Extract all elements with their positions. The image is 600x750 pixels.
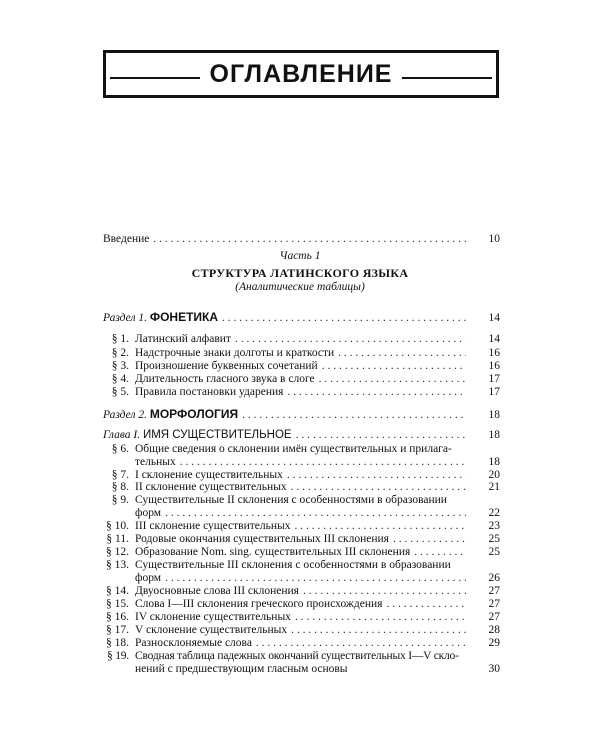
- toc-label: Латинский алфавит: [135, 333, 231, 345]
- paragraph-number: § 15.: [106, 598, 129, 610]
- toc-entry-glava-1: [103, 429, 500, 442]
- page-number: 18: [488, 409, 500, 421]
- leader-dots: [414, 546, 466, 559]
- paragraph-number: § 16.: [106, 611, 129, 623]
- paragraph-number: § 14.: [106, 585, 129, 597]
- page-number: 14: [488, 333, 500, 345]
- leader-dots: [291, 481, 466, 494]
- toc-label-cont: форм: [135, 572, 162, 584]
- page-number: 27: [488, 585, 500, 597]
- leader-dots: [291, 624, 466, 637]
- toc-label: I склонение существительных: [135, 469, 283, 481]
- page-number: 25: [488, 546, 500, 558]
- paragraph-number: § 4.: [111, 373, 129, 385]
- toc-entry-para-10: [103, 520, 500, 533]
- leader-dots: [235, 333, 466, 346]
- leader-dots: [165, 507, 466, 520]
- page-number: 29: [488, 637, 500, 649]
- page-title: ОГЛАВЛЕНИЕ: [209, 59, 393, 88]
- toc-label: Правила постановки ударения: [135, 386, 284, 398]
- section-name: МОРФОЛОГИЯ: [149, 407, 239, 421]
- toc-entry-razdel-2: [103, 408, 500, 422]
- leader-dots: [256, 637, 466, 650]
- chapter-prefix: Глава I.: [103, 429, 141, 441]
- leader-dots: [165, 572, 466, 585]
- toc-entry-para-13: [135, 572, 500, 585]
- toc-label: Существительные III склонения с особенностями в образовании: [135, 559, 451, 571]
- page-number: 10: [488, 233, 500, 245]
- toc-entry-para-12: [103, 546, 500, 559]
- page-number: 21: [488, 481, 500, 493]
- leader-dots: [386, 598, 466, 611]
- toc-entry-intro: [103, 233, 500, 246]
- leader-dots: [222, 312, 466, 325]
- paragraph-number: § 7.: [111, 469, 129, 481]
- toc-entry-para-5: [103, 386, 500, 399]
- toc-entry-para-14: [103, 585, 500, 598]
- toc-label: Длительность гласного звука в слоге: [135, 373, 315, 385]
- toc-label-cont: тельных: [135, 456, 176, 468]
- toc-label: III склонение существительных: [135, 520, 291, 532]
- paragraph-number: § 5.: [111, 386, 129, 398]
- paragraph-number: § 11.: [106, 533, 129, 545]
- chapter-name: ИМЯ СУЩЕСТВИТЕЛЬНОЕ: [142, 429, 292, 441]
- paragraph-number: § 13.: [106, 559, 129, 571]
- toc-label-cont: форм: [135, 507, 162, 519]
- paragraph-number: § 3.: [111, 360, 129, 372]
- toc-entry-para-19: [135, 663, 500, 676]
- toc-label: II склонение существительных: [135, 481, 287, 493]
- page-number: 16: [488, 347, 500, 359]
- page-number: 14: [488, 312, 500, 324]
- toc-entry-razdel-1: [103, 311, 500, 325]
- toc-label: Существительные II склонения с особенностями в образовании: [135, 494, 447, 506]
- part-label: Часть 1: [279, 250, 321, 262]
- paragraph-number: § 10.: [106, 520, 129, 532]
- toc-entry-para-13-line1: [103, 559, 451, 572]
- paragraph-number: § 6.: [111, 443, 129, 455]
- toc-label: Введение: [103, 233, 150, 245]
- title-rule-left: [110, 77, 200, 79]
- title-rule-right: [402, 77, 492, 79]
- toc-entry-para-2: [103, 347, 500, 360]
- toc-label: Надстрочные знаки долготы и краткости: [135, 347, 335, 359]
- leader-dots: [295, 611, 466, 624]
- toc-entry-para-9: [135, 507, 500, 520]
- leader-dots: [322, 360, 466, 373]
- toc-label-cont: нений с предшествующим гласным основы: [135, 663, 348, 675]
- toc-entry-para-19-line1: [103, 650, 459, 663]
- leader-dots: [287, 386, 466, 399]
- toc-entry-para-6-line1: [103, 443, 452, 456]
- leader-dots: [319, 373, 466, 386]
- toc-entry-para-15: [103, 598, 500, 611]
- toc-label: Общие сведения о склонении имён существительных и прилага-: [135, 443, 452, 455]
- page-number: 17: [488, 386, 500, 398]
- toc-label: Образование Nom. sing. существительных III склонения: [135, 546, 411, 558]
- page-number: 28: [488, 624, 500, 636]
- paragraph-number: § 2.: [111, 347, 129, 359]
- toc-entry-para-9-line1: [103, 494, 447, 507]
- leader-dots: [242, 409, 466, 422]
- page-number: 18: [488, 429, 500, 441]
- toc-entry-para-3: [103, 360, 500, 373]
- toc-label: IV склонение существительных: [135, 611, 291, 623]
- leader-dots: [153, 233, 466, 246]
- section-prefix: Раздел 1.: [103, 312, 147, 324]
- paragraph-number: § 8.: [111, 481, 129, 493]
- leader-dots: [295, 520, 467, 533]
- toc-label: V склонение существительных: [135, 624, 288, 636]
- paragraph-number: § 18.: [106, 637, 129, 649]
- section-name: ФОНЕТИКА: [149, 310, 219, 324]
- toc-entry-para-16: [103, 611, 500, 624]
- paragraph-number: § 12.: [106, 546, 129, 558]
- page-number: 23: [488, 520, 500, 532]
- part-title: СТРУКТУРА ЛАТИНСКОГО ЯЗЫКА: [191, 266, 409, 280]
- leader-dots: [338, 347, 466, 360]
- page-number: 30: [488, 663, 500, 675]
- toc-entry-para-11: [103, 533, 500, 546]
- page-number: 26: [488, 572, 500, 584]
- title-frame: [103, 50, 499, 98]
- page-number: 20: [488, 469, 500, 481]
- toc-label: Разносклоняемые слова: [135, 637, 252, 649]
- paragraph-number: § 19.: [106, 650, 129, 662]
- toc-label: Произношение буквенных сочетаний: [135, 360, 318, 372]
- page-number: 16: [488, 360, 500, 372]
- toc-entry-para-18: [103, 637, 500, 650]
- page-number: 18: [488, 456, 500, 468]
- leader-dots: [303, 585, 466, 598]
- paragraph-number: § 17.: [106, 624, 129, 636]
- leader-dots: [296, 429, 466, 442]
- toc-label: Сводная таблица падежных окончаний существительных I—V скло-: [135, 650, 459, 662]
- toc-entry-para-8: [103, 481, 500, 494]
- part-subtitle: (Аналитические таблицы): [235, 281, 365, 293]
- toc-entry-para-1: [103, 333, 500, 346]
- toc-entry-para-4: [103, 373, 500, 386]
- page-number: 22: [488, 507, 500, 519]
- leader-dots: [393, 533, 466, 546]
- leader-dots: [180, 456, 466, 469]
- section-prefix: Раздел 2.: [103, 409, 147, 421]
- page-number: 27: [488, 611, 500, 623]
- page-number: 17: [488, 373, 500, 385]
- toc-label: Двуосновные слова III склонения: [135, 585, 299, 597]
- toc-label: Родовые окончания существительных III склонения: [135, 533, 389, 545]
- toc-label: Слова I—III склонения греческого происхождения: [135, 598, 383, 610]
- page-number: 27: [488, 598, 500, 610]
- toc-entry-para-6: [135, 456, 500, 469]
- page-number: 25: [488, 533, 500, 545]
- paragraph-number: § 9.: [111, 494, 129, 506]
- toc-entry-para-17: [103, 624, 500, 637]
- paragraph-number: § 1.: [111, 333, 129, 345]
